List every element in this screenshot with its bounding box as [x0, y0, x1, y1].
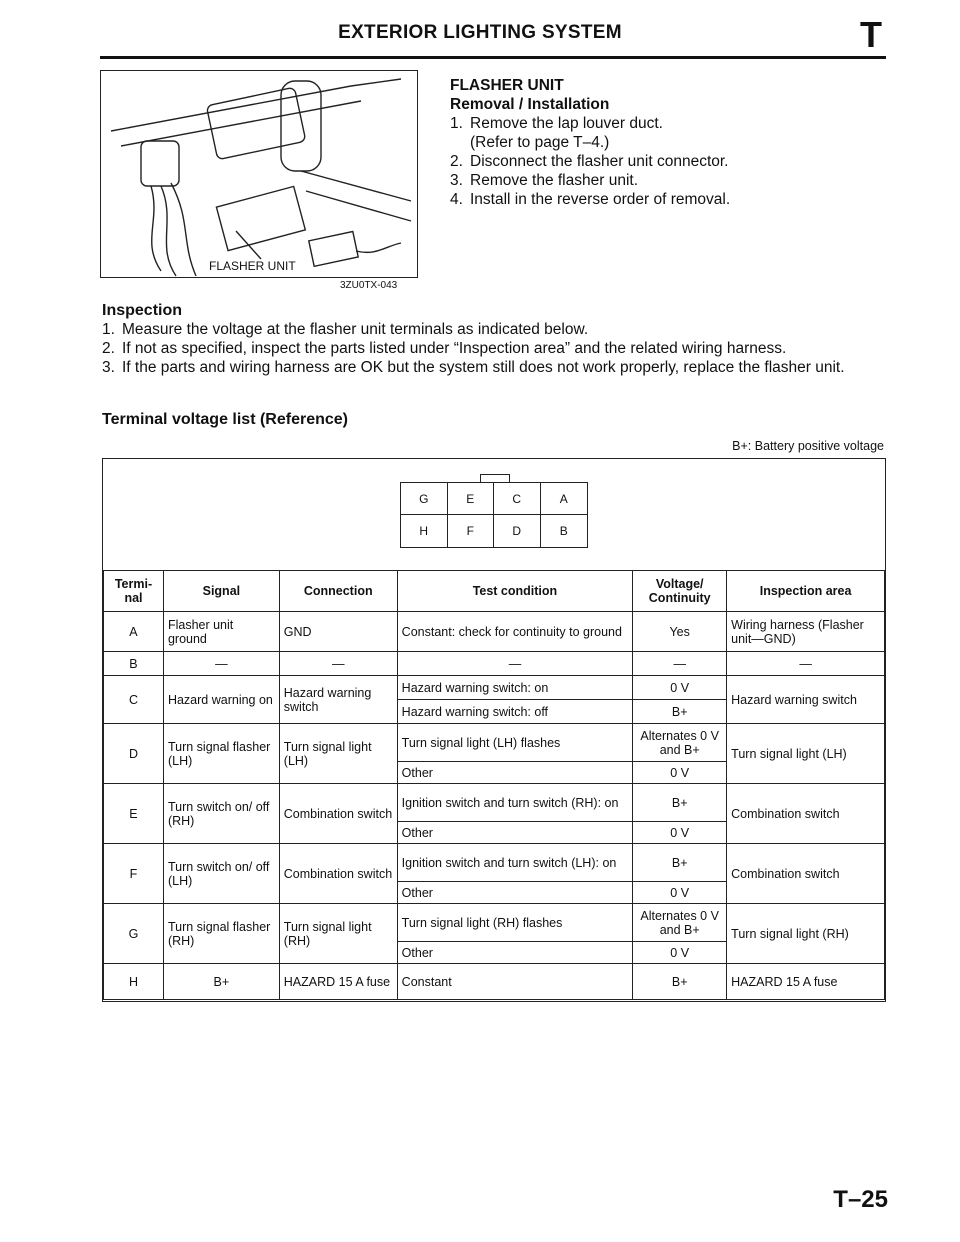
col-connection: Connection	[279, 571, 397, 612]
table-row: G Turn signal flasher (RH) Turn signal light (RH) Turn signal light (RH) flashes Alternates 0 V and B+ Turn signal light (RH)	[104, 904, 885, 942]
battery-note: B+: Battery positive voltage	[732, 439, 884, 453]
connector-lock-tab	[480, 474, 510, 482]
table-row: C Hazard warning on Hazard warning switch Hazard warning switch: on 0 V Hazard warning switch	[104, 676, 885, 700]
terminal-voltage-table	[103, 570, 885, 1000]
table-row: Hazard warning switch: off B+	[104, 700, 885, 724]
flasher-unit-illustration	[100, 70, 418, 278]
terminal-voltage-heading: Terminal voltage list (Reference)	[102, 411, 348, 428]
connector-pin: F	[448, 515, 495, 547]
col-voltage: Voltage/ Continuity	[633, 571, 727, 612]
list-item: 1. Remove the lap louver duct. (Refer to page T–4.)	[450, 115, 663, 151]
connector-pin: G	[401, 483, 448, 515]
connector-pin: E	[448, 483, 495, 515]
table-row: H B+ HAZARD 15 A fuse Constant B+ HAZARD 15 A fuse	[104, 964, 885, 1000]
col-inspection-area: Inspection area	[727, 571, 885, 612]
connector-pin: B	[559, 524, 568, 538]
table-row: Other 0 V	[104, 762, 885, 784]
col-test-condition: Test condition	[397, 571, 633, 612]
connector-diagram	[400, 482, 588, 548]
connector-pin: D	[494, 515, 541, 547]
connector-pin: C	[494, 483, 541, 515]
table-header-row	[104, 571, 885, 612]
table-row: D Turn signal flasher (LH) Turn signal light (LH) Turn signal light (LH) flashes Alternates 0 V and B+ Turn signal light (LH)	[104, 724, 885, 762]
table-row: F Turn switch on/ off (LH) Combination switch Ignition switch and turn switch (LH): on B+ Combination switch	[104, 844, 885, 882]
list-item: 2. Disconnect the flasher unit connector.	[450, 153, 729, 170]
section-title: FLASHER UNIT	[450, 77, 564, 94]
illustration-label: FLASHER UNIT	[209, 259, 296, 273]
table-row: E Turn switch on/ off (RH) Combination switch Ignition switch and turn switch (RH): on B+ Combination switch	[104, 784, 885, 822]
header-rule	[100, 56, 886, 59]
connector-pin: A	[541, 483, 588, 515]
illustration-code: 3ZU0TX-043	[340, 280, 398, 291]
flasher-unit-section	[450, 76, 890, 209]
list-item: 2. If not as specified, inspect the parts listed under “Inspection area” and the related wiring harness.	[102, 340, 787, 357]
list-item: 1. Measure the voltage at the flasher unit terminals as indicated below.	[102, 321, 589, 338]
table-row: A Flasher unit ground GND Constant: check for continuity to ground Yes Wiring harness (Flasher unit—GND)	[104, 612, 885, 652]
inspection-steps	[102, 320, 892, 377]
table-row: B — — — — —	[104, 652, 885, 676]
page-header-title: EXTERIOR LIGHTING SYSTEM	[338, 22, 622, 43]
list-item: 3. Remove the flasher unit.	[450, 172, 639, 189]
table-row: Other 0 V	[104, 942, 885, 964]
list-item: 4. Install in the reverse order of removal.	[450, 191, 731, 208]
table-row: Other 0 V	[104, 882, 885, 904]
connector-pin: H	[401, 515, 448, 547]
inspection-heading: Inspection	[102, 302, 183, 319]
section-letter: T	[860, 14, 882, 55]
page-number: T–25	[833, 1186, 888, 1213]
col-terminal: Termi- nal	[104, 571, 164, 612]
list-item: 3. If the parts and wiring harness are OK but the system still does not work properly, replace the flasher unit.	[102, 359, 845, 376]
table-row: Other 0 V	[104, 822, 885, 844]
section-subtitle: Removal / Installation	[450, 96, 610, 113]
col-signal: Signal	[163, 571, 279, 612]
